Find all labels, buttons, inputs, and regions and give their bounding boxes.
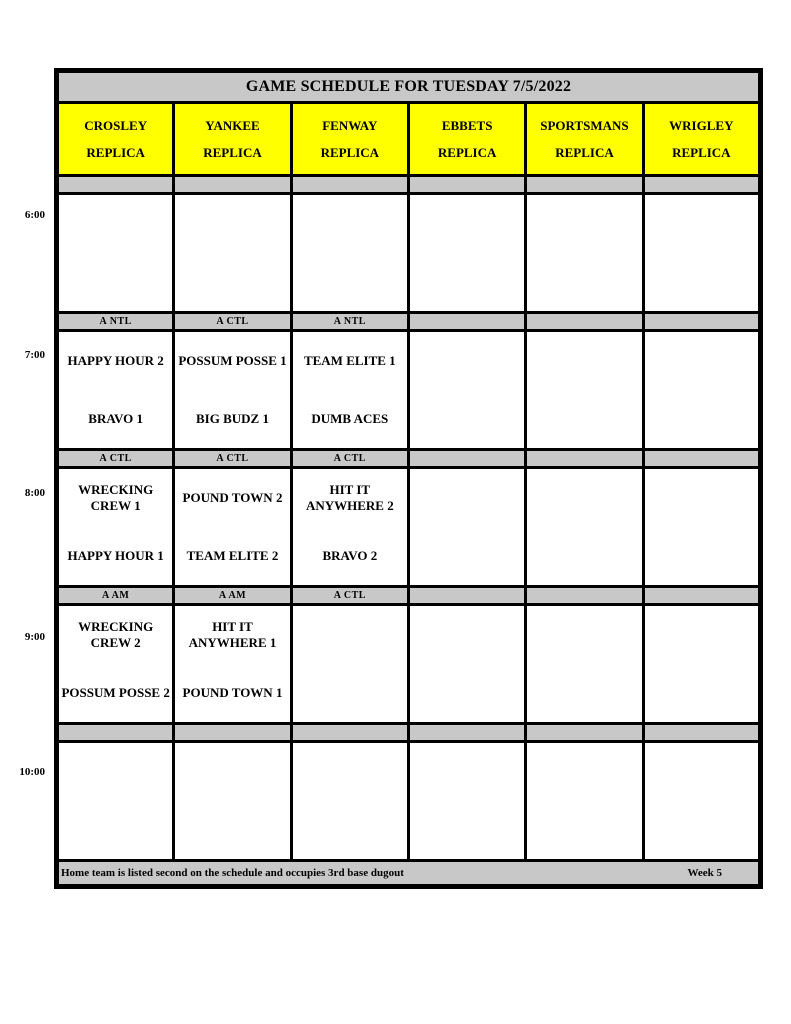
division-label — [643, 176, 760, 194]
division-label: A AM — [57, 587, 174, 605]
home-team — [645, 664, 758, 722]
away-team — [410, 332, 524, 390]
park-header-row — [57, 103, 761, 176]
park-type: REPLICA — [555, 144, 614, 160]
park-type: REPLICA — [86, 144, 145, 160]
away-team — [410, 195, 524, 253]
division-label — [526, 724, 643, 742]
game-cell — [291, 331, 408, 450]
division-label: A CTL — [174, 313, 291, 331]
home-team — [527, 801, 641, 859]
away-team — [59, 195, 172, 253]
division-label — [526, 176, 643, 194]
division-label — [174, 176, 291, 194]
park-type: REPLICA — [203, 144, 262, 160]
home-team — [59, 801, 172, 859]
time-label-10: 10:00 — [19, 766, 45, 778]
away-team — [527, 332, 641, 390]
schedule-title: GAME SCHEDULE FOR TUESDAY 7/5/2022 — [57, 71, 761, 103]
division-label — [643, 313, 760, 331]
home-team — [410, 527, 524, 585]
home-team — [645, 527, 758, 585]
home-team — [59, 253, 172, 311]
division-label — [291, 176, 408, 194]
home-team: TEAM ELITE 2 — [186, 548, 279, 564]
footer-row — [57, 861, 761, 887]
park-header-yankee — [174, 103, 291, 176]
division-label — [526, 587, 643, 605]
away-team — [645, 469, 758, 527]
away-team: POSSUM POSSE 1 — [178, 353, 287, 369]
game-cell — [526, 742, 643, 861]
game-cell — [643, 194, 760, 313]
home-team — [293, 801, 407, 859]
game-cell — [174, 742, 291, 861]
division-label — [643, 587, 760, 605]
division-label — [57, 176, 174, 194]
away-team: HAPPY HOUR 2 — [67, 353, 164, 369]
park-name: FENWAY — [322, 117, 378, 133]
division-label: A CTL — [291, 450, 408, 468]
home-team — [527, 390, 641, 448]
away-team — [293, 743, 407, 801]
game-row-6 — [57, 194, 761, 313]
division-label: A NTL — [291, 313, 408, 331]
park-name: EBBETS — [441, 117, 493, 133]
away-team — [175, 195, 289, 253]
home-team — [645, 253, 758, 311]
game-cell — [408, 605, 525, 724]
division-label: A CTL — [291, 587, 408, 605]
game-cell — [57, 194, 174, 313]
time-label-7: 7:00 — [24, 349, 45, 361]
home-team — [410, 801, 524, 859]
footer-bar — [57, 861, 761, 887]
division-label — [526, 450, 643, 468]
park-name: YANKEE — [205, 117, 260, 133]
park-type: REPLICA — [672, 144, 731, 160]
home-team — [410, 253, 524, 311]
division-label — [408, 313, 525, 331]
home-team: BRAVO 2 — [322, 548, 378, 564]
division-label — [408, 450, 525, 468]
game-cell — [526, 468, 643, 587]
home-team: HAPPY HOUR 1 — [67, 548, 164, 564]
division-label — [174, 724, 291, 742]
park-header-fenway — [291, 103, 408, 176]
away-team — [645, 606, 758, 664]
park-name: CROSLEY — [84, 117, 148, 133]
game-cell — [57, 605, 174, 724]
time-label-9: 9:00 — [24, 631, 45, 643]
away-team — [527, 743, 641, 801]
park-name: SPORTSMANS — [540, 117, 629, 133]
division-label: A AM — [174, 587, 291, 605]
division-label: A NTL — [57, 313, 174, 331]
game-cell — [643, 605, 760, 724]
away-team: TEAM ELITE 1 — [303, 353, 396, 369]
week-label: Week 5 — [687, 867, 722, 879]
game-cell — [526, 605, 643, 724]
footer-note: Home team is listed second on the schedule and occupies 3rd base dugout — [61, 867, 404, 879]
game-cell — [643, 468, 760, 587]
division-label — [526, 313, 643, 331]
away-team — [527, 195, 641, 253]
away-team: HIT IT ANYWHERE 2 — [305, 482, 394, 513]
park-name: WRIGLEY — [669, 117, 734, 133]
home-team — [175, 801, 289, 859]
game-cell — [174, 331, 291, 450]
title-row — [57, 71, 761, 103]
game-cell — [174, 605, 291, 724]
game-cell — [643, 742, 760, 861]
away-team — [527, 606, 641, 664]
game-cell — [174, 468, 291, 587]
game-row-8 — [57, 468, 761, 587]
time-label-8: 8:00 — [24, 487, 45, 499]
division-label: A CTL — [174, 450, 291, 468]
game-cell — [643, 331, 760, 450]
home-team — [645, 390, 758, 448]
home-team — [645, 801, 758, 859]
division-label — [408, 176, 525, 194]
schedule-table — [54, 68, 763, 889]
away-team — [410, 743, 524, 801]
division-band-row-9 — [57, 587, 761, 605]
time-label-6: 6:00 — [24, 209, 45, 221]
away-team — [410, 469, 524, 527]
home-team — [410, 390, 524, 448]
game-cell — [291, 605, 408, 724]
home-team — [293, 253, 407, 311]
game-cell — [57, 742, 174, 861]
away-team: WRECKING CREW 1 — [78, 482, 154, 513]
division-band-row-8 — [57, 450, 761, 468]
division-label — [643, 450, 760, 468]
home-team — [527, 527, 641, 585]
away-team — [645, 743, 758, 801]
division-label — [291, 724, 408, 742]
game-row-7 — [57, 331, 761, 450]
division-band-row-10 — [57, 724, 761, 742]
away-team — [293, 606, 407, 664]
park-header-sportsmans — [526, 103, 643, 176]
division-label — [643, 724, 760, 742]
away-team — [175, 743, 289, 801]
game-cell — [174, 194, 291, 313]
game-row-9 — [57, 605, 761, 724]
away-team — [645, 195, 758, 253]
away-team — [410, 606, 524, 664]
home-team — [175, 253, 289, 311]
game-cell — [291, 742, 408, 861]
game-cell — [408, 194, 525, 313]
division-label: A CTL — [57, 450, 174, 468]
home-team: POUND TOWN 1 — [182, 685, 283, 701]
game-cell — [291, 194, 408, 313]
away-team — [293, 195, 407, 253]
home-team: DUMB ACES — [311, 411, 389, 427]
division-label — [57, 724, 174, 742]
park-header-wrigley — [643, 103, 760, 176]
home-team: BIG BUDZ 1 — [196, 411, 269, 427]
home-team — [527, 664, 641, 722]
home-team — [410, 664, 524, 722]
game-cell — [526, 331, 643, 450]
game-cell — [408, 468, 525, 587]
game-cell — [291, 468, 408, 587]
game-cell — [526, 194, 643, 313]
division-label — [408, 724, 525, 742]
park-type: REPLICA — [437, 144, 497, 160]
game-cell — [57, 331, 174, 450]
home-team: POSSUM POSSE 2 — [61, 685, 170, 701]
division-band-row-7 — [57, 313, 761, 331]
away-team: POUND TOWN 2 — [182, 490, 283, 506]
game-cell — [408, 331, 525, 450]
park-header-crosley — [57, 103, 174, 176]
home-team — [527, 253, 641, 311]
away-team — [59, 743, 172, 801]
park-type: REPLICA — [320, 144, 380, 160]
away-team: HIT IT ANYWHERE 1 — [188, 619, 277, 650]
game-cell — [408, 742, 525, 861]
home-team — [293, 664, 407, 722]
away-team — [527, 469, 641, 527]
park-header-ebbets — [408, 103, 525, 176]
division-band-row-6 — [57, 176, 761, 194]
game-cell — [57, 468, 174, 587]
division-label — [408, 587, 525, 605]
game-row-10 — [57, 742, 761, 861]
away-team: WRECKING CREW 2 — [78, 619, 154, 650]
home-team: BRAVO 1 — [88, 411, 144, 427]
away-team — [645, 332, 758, 390]
